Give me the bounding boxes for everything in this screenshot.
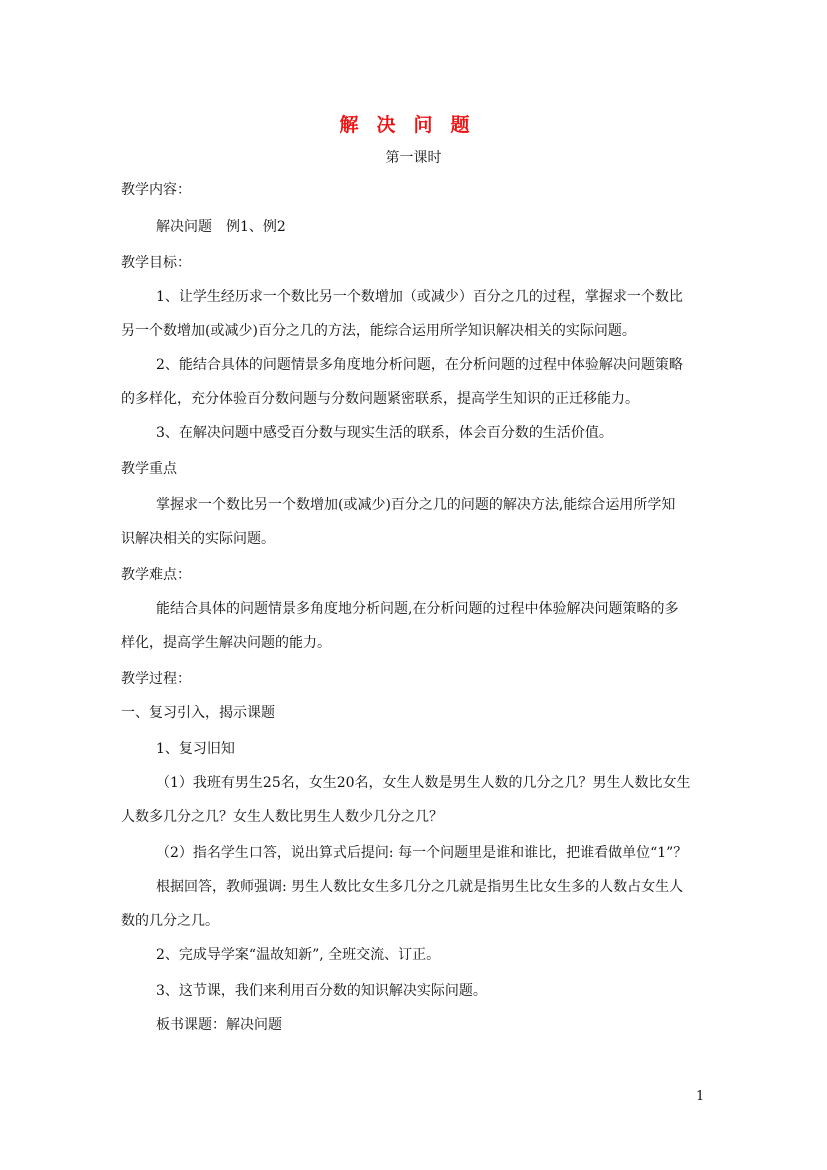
- section-heading: 教学重点: [121, 461, 177, 477]
- paragraph-line: 的多样化，充分体验百分数问题与分数问题紧密联系，提高学生知识的正迁移能力。: [121, 391, 639, 407]
- section-heading: 教学内容：: [121, 182, 191, 198]
- paragraph-line: 数的几分之几。: [121, 913, 219, 929]
- document-title: 解决问题: [339, 114, 488, 136]
- paragraph-line: 解决问题 例1、例2: [156, 219, 286, 235]
- paragraph-line: 1、复习旧知: [156, 741, 235, 757]
- lesson-subtitle: 第一课时: [385, 150, 442, 166]
- paragraph-line: 1、让学生经历求一个数比另一个数增加（或减少）百分之几的过程，掌握求一个数比: [156, 289, 683, 305]
- section-heading: 教学目标：: [121, 255, 191, 271]
- paragraph-line: 2、完成导学案“温故知新”, 全班交流、订正。: [156, 947, 441, 963]
- paragraph-line: 板书课题：解决问题: [156, 1017, 282, 1033]
- section-heading: 一、复习引入，揭示课题: [121, 705, 275, 721]
- paragraph-line: 根据回答，教师强调: 男生人数比女生多几分之几就是指男生比女生多的人数占女生人: [156, 879, 684, 895]
- paragraph-line: （1）我班有男生25名，女生20名，女生人数是男生人数的几分之几？男生人数比女生: [156, 775, 691, 791]
- paragraph-line: 3、在解决问题中感受百分数与现实生活的联系，体会百分数的生活价值。: [156, 425, 613, 441]
- page-number: 1: [696, 1089, 705, 1104]
- paragraph-line: 2、能结合具体的问题情景多角度地分析问题，在分析问题的过程中体验解决问题策略: [156, 357, 683, 373]
- paragraph-line: 样化，提高学生解决问题的能力。: [121, 635, 331, 651]
- paragraph-line: 能结合具体的问题情景多角度地分析问题,在分析问题的过程中体验解决问题策略的多: [156, 601, 679, 617]
- paragraph-line: 人数多几分之几？女生人数比男生人数少几分之几？: [121, 809, 443, 825]
- paragraph-line: 掌握求一个数比另一个数增加(或减少)百分之几的问题的解决方法,能综合运用所学知: [156, 497, 676, 513]
- section-heading: 教学难点：: [121, 567, 191, 583]
- paragraph-line: 另一个数增加(或减少)百分之几的方法，能综合运用所学知识解决相关的实际问题。: [121, 323, 636, 339]
- paragraph-line: 识解决相关的实际问题。: [121, 531, 275, 547]
- section-heading: 教学过程：: [121, 671, 191, 687]
- paragraph-line: 3、这节课，我们来利用百分数的知识解决实际问题。: [156, 983, 487, 999]
- paragraph-line: （2）指名学生口答，说出算式后提问: 每一个问题里是谁和谁比，把谁看做单位“1”？: [156, 845, 688, 861]
